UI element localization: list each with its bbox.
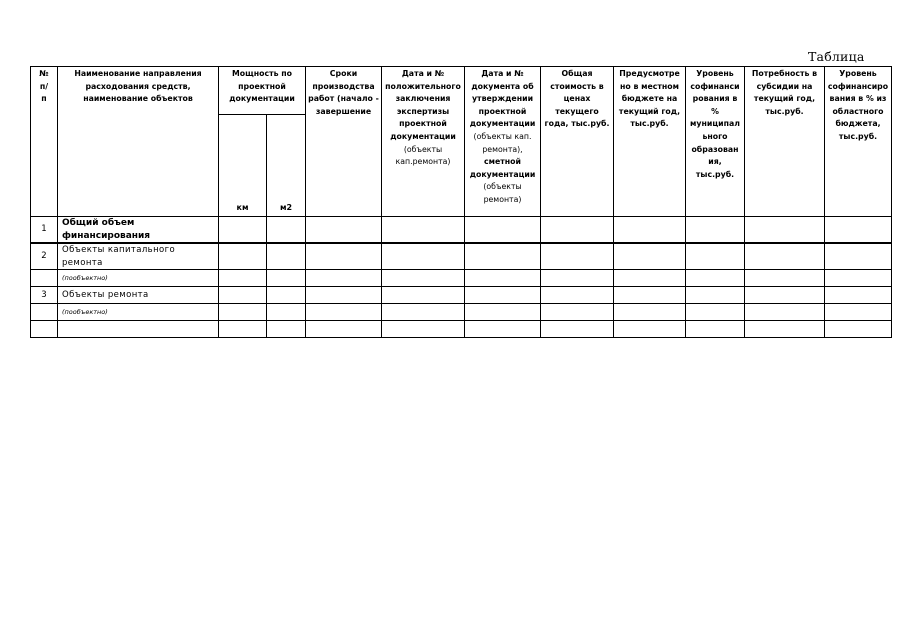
row-name: Объекты ремонта: [58, 287, 219, 304]
row-name: (пообъектно): [58, 270, 219, 287]
header-capacity: Мощность по проектной документации: [219, 67, 306, 115]
table-caption: Таблица: [808, 49, 865, 64]
header-cofin-level: Уровень софинанси рования в % муниципал ьного образован ия, тыс.руб.: [686, 67, 745, 217]
header-num: № п/ п: [31, 67, 58, 217]
row-num: 2: [31, 243, 58, 270]
row-num: [31, 304, 58, 321]
financing-table: [30, 66, 892, 338]
header-regional-cofin: Уровень софинансиро вания в % из областного бюджета, тыс.руб.: [825, 67, 892, 217]
table-row: [31, 287, 892, 304]
header-terms: Сроки производства работ (начало - завершение: [306, 67, 382, 217]
header-approval: Дата и № документа об утверждении проектной документации (объекты кап. ремонта), сметной документации (объекты ремонта): [465, 67, 541, 217]
row-name: (пообъектно): [58, 304, 219, 321]
row-num: [31, 321, 58, 338]
table-row: [31, 217, 892, 244]
row-name: Общий объем финансирования: [58, 217, 219, 244]
header-unit-km: км: [219, 115, 267, 217]
header-expertise: Дата и № положительного заключения экспертизы проектной документации (объекты кап.ремонта): [382, 67, 465, 217]
table-row: [31, 321, 892, 338]
table-row: [31, 270, 892, 287]
row-num: 1: [31, 217, 58, 244]
table-row: [31, 304, 892, 321]
header-local-budget: Предусмотре но в местном бюджете на текущий год, тыс.руб.: [614, 67, 686, 217]
row-name: Объекты капитального ремонта: [58, 243, 219, 270]
header-total-cost: Общая стоимость в ценах текущего года, тыс.руб.: [541, 67, 614, 217]
table-row: [31, 243, 892, 270]
header-subsidy-need: Потребность в субсидии на текущий год, тыс.руб.: [745, 67, 825, 217]
row-num: [31, 270, 58, 287]
row-name: [58, 321, 219, 338]
header-unit-m2: м2: [267, 115, 306, 217]
row-num: 3: [31, 287, 58, 304]
header-name: Наименование направления расходования средств, наименование объектов: [58, 67, 219, 217]
